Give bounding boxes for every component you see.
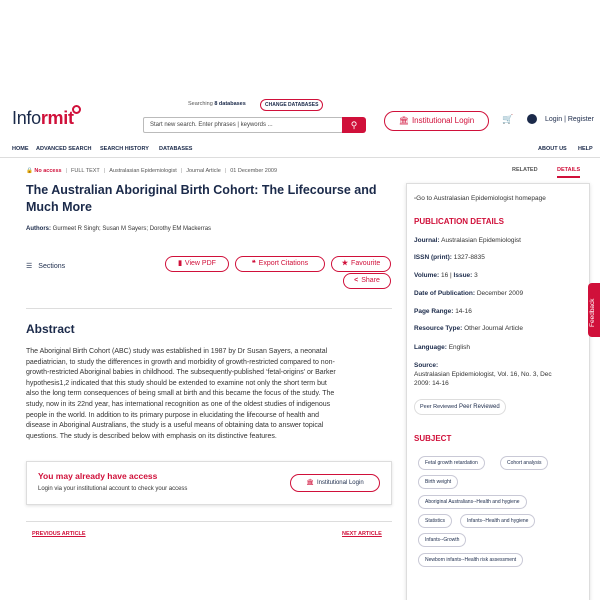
journal-homepage-image[interactable] — [414, 194, 554, 204]
detail-label: Language: — [414, 344, 447, 351]
detail-label: ISSN (print): — [414, 254, 452, 261]
detail-date — [414, 290, 523, 297]
logo-mark — [72, 105, 81, 114]
authors-list[interactable]: Gurmeet R Singh; Susan M Sayers; Dorothy EM Mackerras — [52, 226, 212, 232]
no-access-badge: 🔒 No access — [26, 168, 62, 174]
broken-image-icon: ▫ — [414, 196, 417, 202]
share-label: Share — [361, 277, 380, 284]
sections-toggle[interactable] — [26, 262, 65, 270]
subject-chip[interactable]: Infants--Growth — [418, 533, 466, 547]
section-divider — [26, 308, 392, 309]
share-icon: < — [354, 277, 359, 284]
abstract-line: hypothesis1,2 indicated that this study should be extended to examine not only the short term but — [26, 379, 327, 387]
detail-label: Volume: — [414, 272, 440, 279]
subject-chip[interactable]: Infants--Health and hygiene — [460, 514, 535, 528]
detail-value: 16 — [440, 272, 449, 279]
export-citations-button[interactable] — [235, 256, 325, 272]
login-register-link[interactable]: Login | Register — [545, 116, 594, 123]
nav-advanced-search[interactable]: ADVANCED SEARCH — [36, 146, 92, 152]
star-icon: ★ — [341, 260, 349, 267]
databases-count: 8 databases — [214, 101, 246, 107]
tab-details[interactable]: DETAILS — [557, 167, 580, 178]
nav-about-us[interactable]: ABOUT US — [538, 146, 567, 152]
subject-chip[interactable]: Newborn infants--Health risk assessment — [418, 553, 523, 567]
institution-icon: 🏛 — [306, 480, 314, 486]
detail-value[interactable]: Australasian Epidemiologist — [441, 237, 521, 244]
abstract-line: study, now in its 22nd year, has international recognition as one of the oldest studies of indigenous — [26, 400, 331, 408]
footer-divider — [26, 521, 392, 522]
list-icon: ☰ — [26, 263, 33, 270]
next-article-link[interactable]: NEXT ARTICLE — [342, 531, 382, 537]
article-date: 01 December 2009 — [230, 168, 277, 174]
detail-language — [414, 344, 470, 351]
full-text-label: FULL TEXT — [71, 168, 100, 174]
user-icon[interactable] — [527, 114, 537, 124]
abstract-line: disease in Aboriginal Australians, the study is a useful means of obtaining data to answer topical — [26, 422, 324, 430]
view-pdf-button[interactable] — [165, 256, 229, 272]
access-heading: You may already have access — [38, 471, 158, 481]
peer-reviewed-label: Peer Reviewed — [458, 404, 500, 410]
subject-heading: SUBJECT — [414, 434, 452, 443]
abstract-line: paediatrician, to study the differences in growth and morbidity of growth-restricted compared to non- — [26, 358, 335, 366]
article-title: The Australian Aboriginal Birth Cohort: The Lifecourse and Much More — [26, 183, 377, 214]
subject-chip[interactable]: Birth weight — [418, 475, 458, 489]
detail-label: Journal: — [414, 237, 440, 244]
access-button-label: Institutional Login — [316, 480, 364, 486]
detail-label: Page Range: — [414, 308, 454, 315]
tab-related[interactable]: RELATED — [512, 167, 538, 173]
nav-home[interactable]: HOME — [12, 146, 29, 152]
abstract-line: also the long term consequences of being small at birth and this became the focus of the study. The — [26, 390, 335, 398]
cart-icon[interactable]: 🛒 — [502, 114, 514, 124]
detail-value: Australasian Epidemiologist, Vol. 16, No. 3, Dec 2009: 14-16 — [414, 371, 552, 387]
detail-label: Issue: — [453, 272, 473, 279]
favourite-label: Favourite — [351, 260, 381, 267]
detail-value: 1327-8835 — [453, 254, 485, 261]
journal-link[interactable]: Australasian Epidemiologist — [109, 168, 177, 174]
nav-databases[interactable]: DATABASES — [159, 146, 193, 152]
detail-journal — [414, 237, 521, 244]
subject-chip[interactable]: Aboriginal Australians--Health and hygiene — [418, 495, 527, 509]
informit-logo[interactable] — [12, 108, 74, 129]
article-type: Journal Article — [186, 168, 221, 174]
searching-label: Searching — [188, 101, 213, 107]
peer-reviewed-icon: Peer Reviewed — [420, 404, 458, 410]
institution-icon: 🏛 — [398, 116, 409, 125]
institutional-login-button[interactable] — [384, 111, 489, 131]
no-access-label: No access — [34, 168, 62, 174]
detail-resource-type — [414, 325, 523, 332]
detail-issn — [414, 254, 485, 261]
search-input[interactable]: Start new search. Enter phrases | keywords ... — [143, 117, 343, 133]
detail-volume-issue: Volume: 16 | Issue: 3 — [414, 272, 478, 279]
detail-label: Date of Publication: — [414, 290, 476, 297]
logo-text: Info — [12, 108, 41, 128]
detail-label: Resource Type: — [414, 325, 463, 332]
nav-help[interactable]: HELP — [578, 146, 593, 152]
pdf-icon: ▮ — [178, 260, 182, 267]
abstract-line: The Aboriginal Birth Cohort (ABC) study was established in 1987 by Dr Susan Sayers, a neonatal — [26, 348, 328, 355]
share-button[interactable] — [343, 273, 391, 289]
feedback-label: Feedback — [589, 298, 596, 327]
abstract-line: people in the world. In addition to its primary purpose in elucidating the lifecourse of health and — [26, 411, 320, 419]
detail-value: English — [448, 344, 471, 351]
abstract-line: growth-restricted Aboriginal babies in childhood. The subsequently-published ‘fetal-origins’ or Barker — [26, 369, 336, 377]
subject-chip[interactable]: Cohort analysis — [500, 456, 548, 470]
peer-reviewed-badge — [414, 399, 506, 415]
feedback-tab[interactable] — [588, 283, 600, 337]
search-button[interactable] — [342, 117, 366, 133]
subject-chip[interactable]: Statistics — [418, 514, 452, 528]
previous-article-link[interactable]: PREVIOUS ARTICLE — [32, 531, 86, 537]
detail-value: Other Journal Article — [464, 325, 523, 332]
detail-value: 3 — [474, 272, 478, 279]
journal-homepage-alt: Go to Australasian Epidemiologist homepage — [416, 195, 546, 202]
logo-text-accent: rmit — [40, 108, 74, 128]
authors — [26, 226, 211, 232]
authors-label: Authors: — [26, 226, 51, 232]
detail-value: December 2009 — [476, 290, 524, 297]
searching-info — [188, 101, 246, 107]
access-institutional-login-button[interactable] — [290, 474, 380, 492]
subject-chip[interactable]: Fetal growth retardation — [418, 456, 485, 470]
quote-icon: ❝ — [251, 260, 256, 267]
detail-page-range — [414, 308, 472, 315]
nav-divider — [0, 157, 600, 158]
change-databases-button[interactable]: CHANGE DATABASES — [260, 99, 323, 111]
favourite-button[interactable] — [331, 256, 391, 272]
abstract-text — [26, 347, 392, 442]
detail-value: 14-16 — [455, 308, 472, 315]
institutional-login-label: Institutional Login — [411, 116, 475, 125]
detail-source — [414, 361, 564, 388]
publication-details-heading: PUBLICATION DETAILS — [414, 217, 504, 226]
sections-label: Sections — [38, 263, 66, 270]
abstract-heading: Abstract — [26, 322, 75, 336]
detail-label: Source: — [414, 362, 439, 369]
export-citations-label: Export Citations — [258, 260, 309, 267]
view-pdf-label: View PDF — [184, 260, 216, 267]
nav-search-history[interactable]: SEARCH HISTORY — [100, 146, 149, 152]
abstract-line: questions. The study is described below with emphasis on its distinctive features. — [26, 432, 277, 440]
article-meta: 🔒 No access | FULL TEXT | Australasian Epidemiologist | Journal Article | 01 December 2009 — [26, 168, 277, 174]
search-icon: ⚲ — [350, 120, 358, 130]
access-text: Login via your institutional account to check your access — [38, 486, 188, 492]
